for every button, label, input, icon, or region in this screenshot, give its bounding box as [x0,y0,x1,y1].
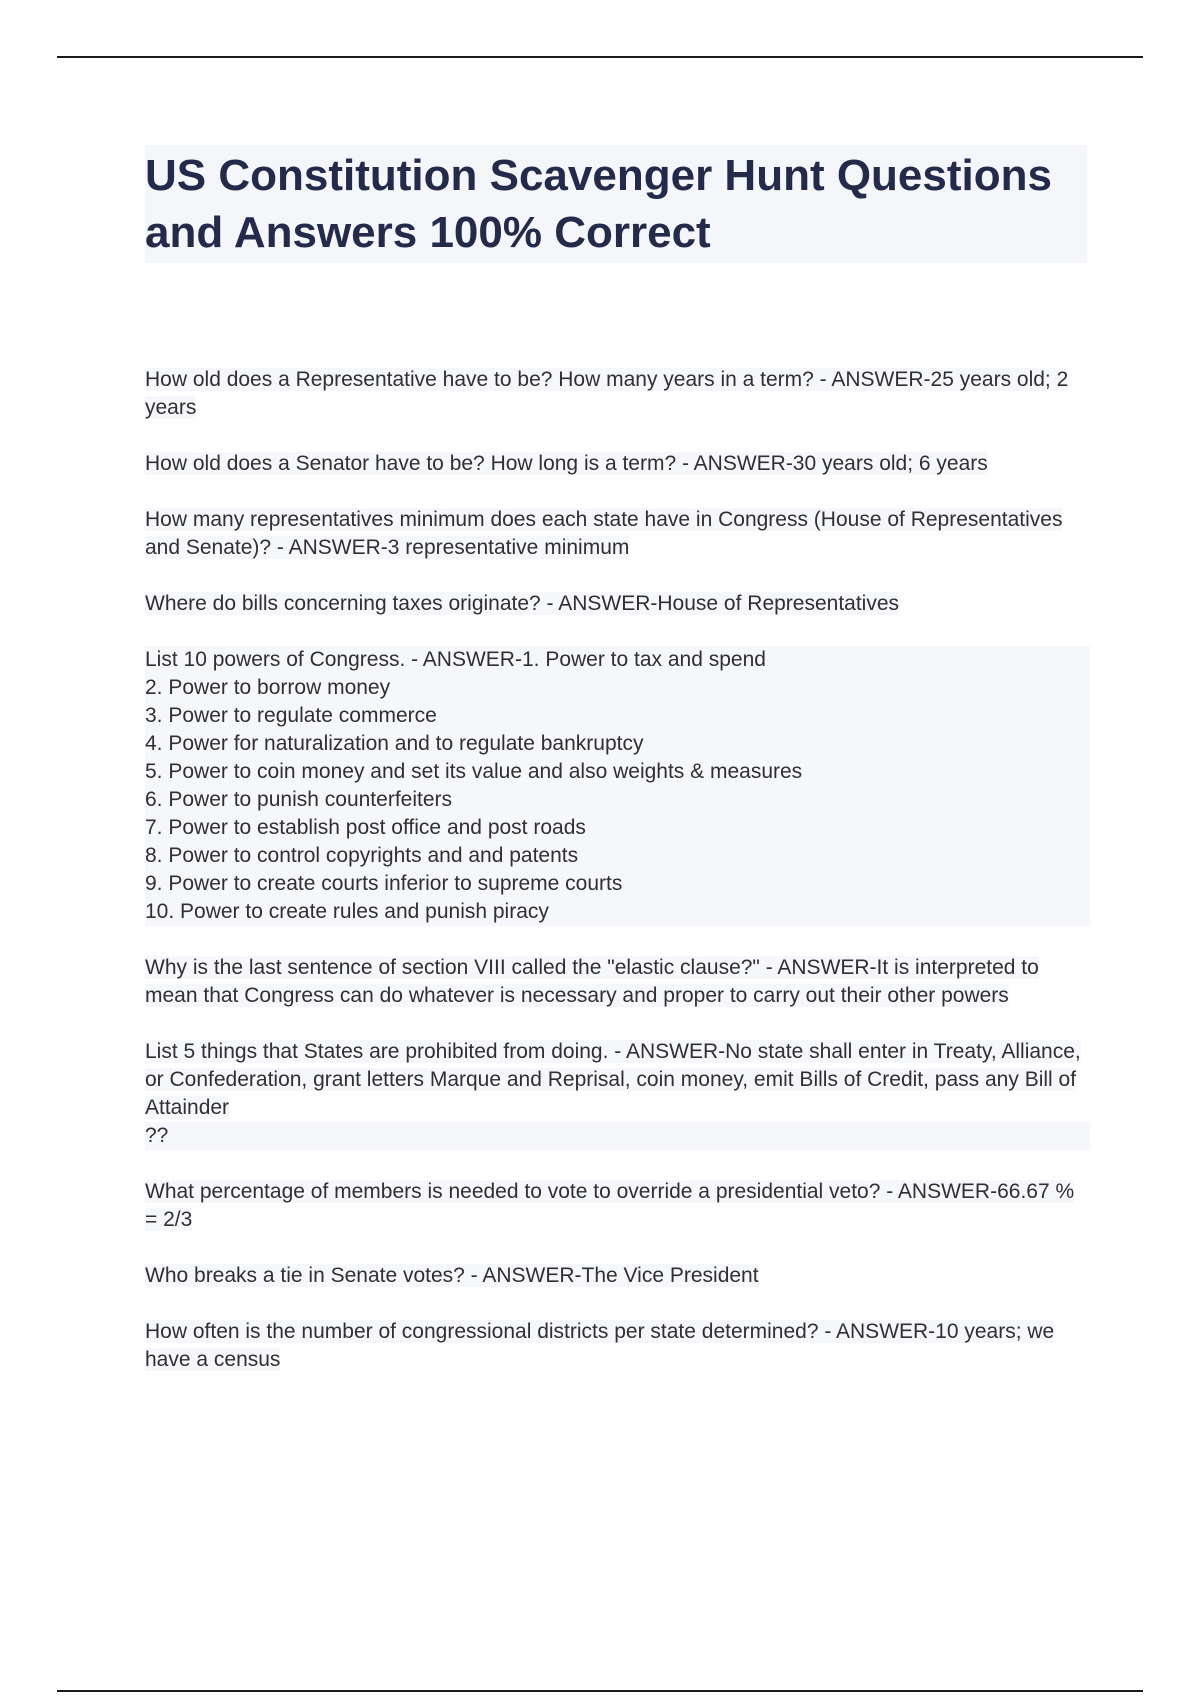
list-line: 8. Power to control copyrights and and patents [145,844,579,867]
qa-text: How old does a Representative have to be? How many years in a term? - ANSWER-25 years old; 2 years [145,368,1069,419]
qa-text: How often is the number of congressional districts per state determined? - ANSWER-10 years; we have a census [145,1320,1055,1371]
top-rule [57,56,1143,58]
qa-item [145,450,1090,478]
list-line: 10. Power to create rules and punish piracy [145,900,549,923]
qa-text: How old does a Senator have to be? How long is a term? - ANSWER-30 years old; 6 years [145,452,988,475]
qa-text: Why is the last sentence of section VIII called the "elastic clause?" - ANSWER-It is interpreted to mean that Congress can do whatever is necessary and proper to carry out their other powers [145,956,1039,1007]
qa-item-powers [145,646,1090,926]
list-line: 7. Power to establish post office and post roads [145,816,586,839]
list-line: 3. Power to regulate commerce [145,704,437,727]
list-line: 5. Power to coin money and set its value and also weights & measures [145,760,803,783]
qa-text: Who breaks a tie in Senate votes? - ANSWER-The Vice President [145,1264,759,1287]
list-line: 9. Power to create courts inferior to supreme courts [145,872,623,895]
qa-text: Where do bills concerning taxes originate? - ANSWER-House of Representatives [145,592,900,615]
list-line: ?? [145,1124,169,1147]
qa-text: How many representatives minimum does each state have in Congress (House of Representatives and Senate)? - ANSWER-3 representative minimum [145,508,1063,559]
bottom-rule [57,1690,1143,1692]
qa-text: List 5 things that States are prohibited from doing. - ANSWER-No state shall enter in Treaty, Alliance, or Confederation, grant letters Marque and Reprisal, coin money, emit Bills of Credit, pass any Bill of Attainder [145,1040,1081,1119]
list-line: 4. Power for naturalization and to regulate bankruptcy [145,732,644,755]
qa-item [145,1262,1090,1290]
title-block [145,145,1087,263]
qa-list [145,366,1090,1402]
qa-item [145,954,1090,1010]
qa-item [145,1318,1090,1374]
qa-text: List 10 powers of Congress. - ANSWER-1. Power to tax and spend [145,648,766,671]
qa-item [145,1178,1090,1234]
qa-text: What percentage of members is needed to vote to override a presidential veto? - ANSWER-66.67 % = 2/3 [145,1180,1075,1231]
qa-item [145,590,1090,618]
list-line: 2. Power to borrow money [145,676,391,699]
document-title: US Constitution Scavenger Hunt Questions and Answers 100% Correct [145,151,1052,257]
qa-item [145,366,1090,422]
list-line: 6. Power to punish counterfeiters [145,788,453,811]
qa-item [145,506,1090,562]
qa-item-states [145,1038,1090,1150]
